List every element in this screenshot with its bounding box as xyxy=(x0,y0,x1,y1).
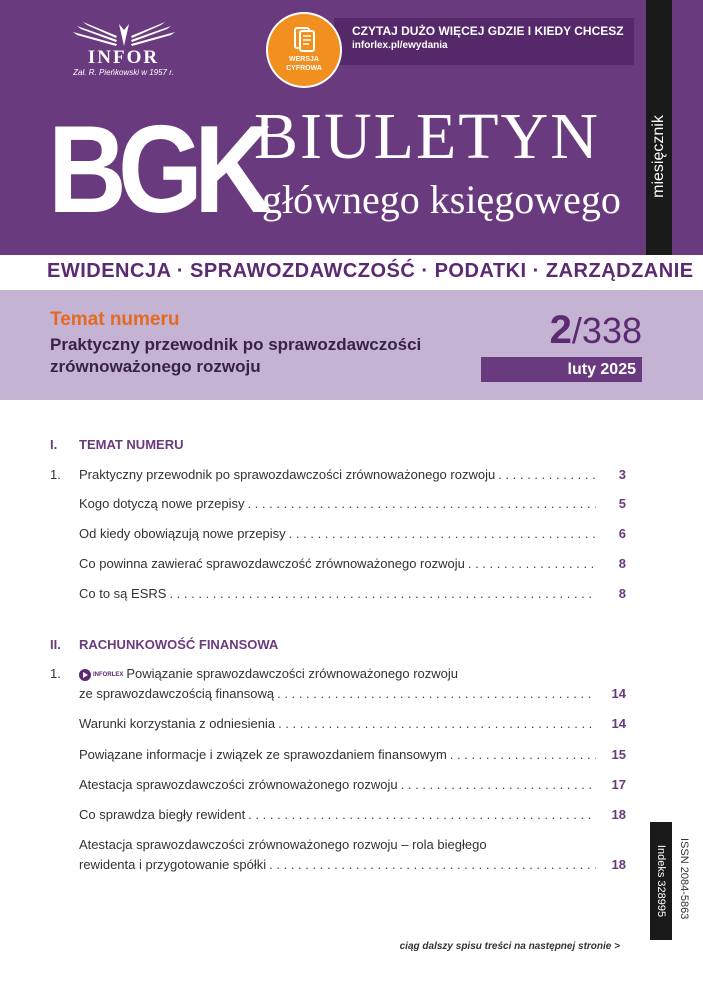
dot-leader xyxy=(286,524,596,544)
entry-page: 5 xyxy=(618,496,626,511)
dot-leader xyxy=(495,465,596,485)
section-title: RACHUNKOWOŚĆ FINANSOWA xyxy=(79,637,279,652)
issue-date: luty 2025 xyxy=(481,357,642,382)
issue-current: 2 xyxy=(549,308,572,352)
toc-entry[interactable] xyxy=(50,775,626,795)
entry-title: rewidenta i przygotowanie spółki xyxy=(79,857,267,872)
badge-line2: CYFROWA xyxy=(286,65,322,72)
dot-leader xyxy=(266,855,596,875)
toc-entry[interactable] xyxy=(50,494,626,514)
magazine-title: BIULETYN xyxy=(254,100,600,173)
index-number: Indeks 328995 xyxy=(655,844,667,918)
dot-leader xyxy=(166,584,596,604)
toc-entry[interactable] xyxy=(50,524,626,544)
entry-title: Co to są ESRS xyxy=(79,586,167,601)
entry-title: Atestacja sprawozdawczości zrównoważonego rozwoju xyxy=(79,777,398,792)
play-icon xyxy=(79,669,91,681)
dot-leader xyxy=(447,745,596,765)
dot-leader xyxy=(244,494,596,514)
toc-entry[interactable] xyxy=(50,664,626,704)
toc-section-heading xyxy=(50,436,183,453)
issue-total: 338 xyxy=(581,310,642,351)
toc-entry[interactable] xyxy=(50,584,626,604)
entry-page: 8 xyxy=(618,556,626,571)
topic-label: Temat numeru xyxy=(50,309,180,330)
entry-page: 8 xyxy=(618,586,626,601)
toc-entry[interactable] xyxy=(50,835,626,875)
topic-title: Praktyczny przewodnik po sprawozdawczości zrównoważonego rozwoju xyxy=(50,335,422,376)
entry-title: Co sprawdza biegły rewident xyxy=(79,807,246,822)
entry-page: 15 xyxy=(611,747,626,762)
promo-link[interactable]: inforlex.pl/ewydania xyxy=(352,40,448,51)
section-title: TEMAT NUMERU xyxy=(79,437,184,452)
entry-title: Co powinna zawierać sprawozdawczość zrównoważonego rozwoju xyxy=(79,556,465,571)
dot-leader xyxy=(245,805,596,825)
issue-separator: / xyxy=(571,310,582,351)
inforlex-label: INFORLEX xyxy=(93,671,124,678)
section-number: II. xyxy=(50,637,61,652)
entry-title: Od kiedy obowiązują nowe przepisy xyxy=(79,526,286,541)
dot-leader xyxy=(465,554,596,574)
promo-headline: CZYTAJ DUŻO WIĘCEJ GDZIE I KIEDY CHCESZ xyxy=(352,24,624,38)
magazine-subtitle: głównego księgowego xyxy=(262,177,621,222)
dot-leader xyxy=(398,775,596,795)
category-line: EWIDENCJA · SPRAWOZDAWCZOŚĆ · PODATKI · ZARZĄDZANIE xyxy=(47,260,694,282)
logo-tagline: Zał. R. Pieńkowski w 1957 r. xyxy=(73,68,174,77)
entry-page: 18 xyxy=(611,807,626,822)
entry-page: 17 xyxy=(611,777,626,792)
entry-page: 3 xyxy=(618,467,626,482)
entry-page: 14 xyxy=(611,686,626,701)
inforlex-badge xyxy=(79,664,123,685)
section-number: I. xyxy=(50,437,58,452)
toc-entry[interactable] xyxy=(50,465,626,485)
dot-leader xyxy=(275,714,596,734)
entry-title: Powiązane informacje i związek ze sprawozdaniem finansowym xyxy=(79,747,447,762)
toc-entry[interactable] xyxy=(50,714,626,734)
entry-page: 18 xyxy=(611,857,626,872)
badge-line1: WERSJA xyxy=(289,56,319,63)
toc-entry[interactable] xyxy=(50,805,626,825)
entry-page: 6 xyxy=(618,526,626,541)
issn-number: ISSN 2084-5863 xyxy=(678,838,690,920)
logo-name: INFOR xyxy=(87,47,160,68)
toc-section-heading xyxy=(50,636,278,653)
continued-note: ciąg dalszy spisu treści na następnej stronie > xyxy=(399,941,620,952)
entry-page: 14 xyxy=(611,716,626,731)
entry-title: Praktyczny przewodnik po sprawozdawczości zrównoważonego rozwoju xyxy=(79,467,496,482)
entry-title: Warunki korzystania z odniesienia xyxy=(79,716,276,731)
toc-entry[interactable] xyxy=(50,554,626,574)
toc-entry[interactable] xyxy=(50,745,626,765)
entry-title: ze sprawozdawczością finansową xyxy=(79,686,275,701)
frequency-label: miesięcznik xyxy=(650,115,667,198)
entry-number: 1. xyxy=(50,666,61,681)
entry-title-line1: Atestacja sprawozdawczości zrównoważonego rozwoju – rola biegłego xyxy=(79,837,487,852)
entry-title: Kogo dotyczą nowe przepisy xyxy=(79,496,245,511)
dot-leader xyxy=(274,684,596,704)
entry-title-line1: Powiązanie sprawozdawczości zrównoważonego rozwoju xyxy=(126,666,459,681)
entry-number: 1. xyxy=(50,467,61,482)
brand-mark: BGK xyxy=(48,101,265,239)
